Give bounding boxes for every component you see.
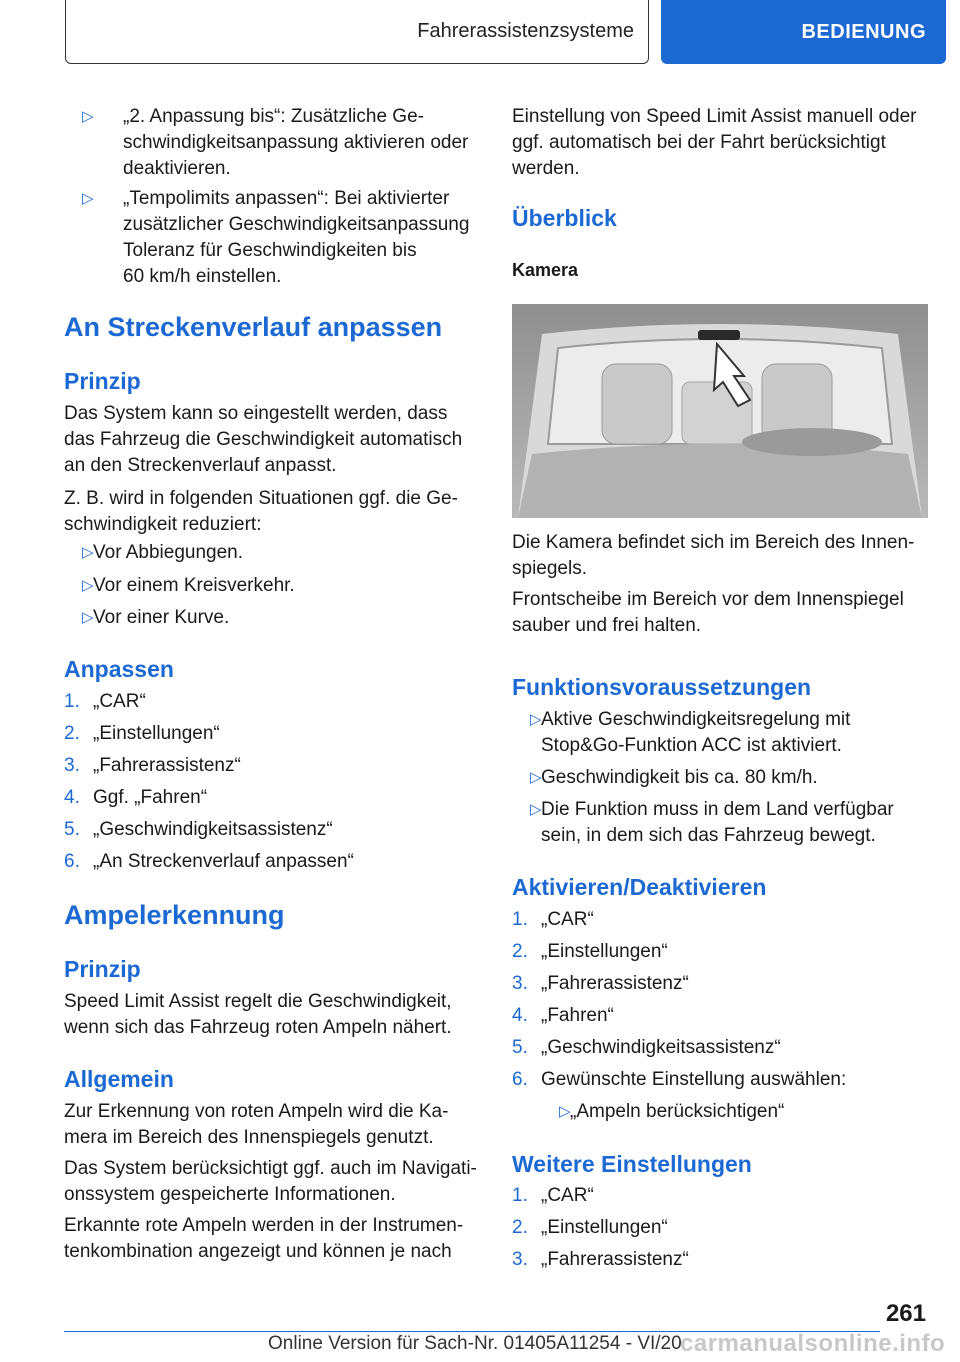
step-text: „Einstellungen“ [93, 723, 220, 744]
heading-kamera: Kamera [512, 260, 579, 280]
bullet-item [123, 104, 468, 182]
step-number: 3. [512, 973, 528, 994]
bullet-icon: ▷ [82, 609, 94, 626]
text-line: Das System berücksichtigt ggf. auch im Navigati- [64, 1158, 477, 1179]
section-title: Fahrerassistenzsysteme [417, 20, 634, 42]
paragraph [64, 401, 462, 479]
bullet-icon: ▷ [82, 577, 94, 594]
chapter-title: BEDIENUNG [801, 20, 926, 43]
bullet-item: Vor einer Kurve. [93, 607, 230, 628]
text-line: Die Funktion muss in dem Land verfügbar [541, 799, 894, 820]
text-line: 60 km/h einstellen. [123, 266, 282, 287]
step-text: „Fahrerassistenz“ [93, 755, 241, 776]
text-line: ggf. automatisch bei der Fahrt berücksichtigt [512, 132, 886, 153]
step-number: 3. [64, 755, 80, 776]
bullet-item [123, 186, 469, 290]
text-line: Speed Limit Assist regelt die Geschwindigkeit, [64, 991, 452, 1012]
text-line: werden. [512, 158, 580, 179]
step-text: „An Streckenverlauf anpassen“ [93, 851, 354, 872]
heading-anpassen: Anpassen [64, 656, 174, 682]
text-line: „2. Anpassung bis“: Zusätzliche Ge- [123, 106, 424, 127]
step-number: 5. [512, 1037, 528, 1058]
text-line: deaktivieren. [123, 158, 231, 179]
step-number: 1. [512, 909, 528, 930]
step-text: „CAR“ [541, 1185, 594, 1206]
chapter-tab[interactable] [661, 0, 946, 64]
camera-illustration [512, 304, 928, 518]
step-number: 1. [64, 691, 80, 712]
bullet-icon: ▷ [530, 711, 542, 728]
step-text: „Geschwindigkeitsassistenz“ [93, 819, 333, 840]
step-number: 4. [64, 787, 80, 808]
paragraph [512, 104, 917, 182]
text-line: das Fahrzeug die Geschwindigkeit automatisch [64, 429, 463, 450]
watermark: carmanualsonline.info [680, 1330, 946, 1357]
bullet-icon: ▷ [82, 190, 94, 207]
paragraph [64, 486, 458, 538]
paragraph [64, 989, 452, 1041]
text-line: wenn sich das Fahrzeug roten Ampeln nähert. [64, 1017, 452, 1038]
text-line: Erkannte rote Ampeln werden in der Instrumen- [64, 1215, 464, 1236]
heading-streckenverlauf: An Streckenverlauf anpassen [64, 312, 443, 342]
text-line: tenkombination angezeigt und können je nach [64, 1241, 452, 1262]
text-line: Das System kann so eingestellt werden, dass [64, 403, 448, 424]
step-text: „Fahrerassistenz“ [541, 1249, 689, 1270]
text-line: an den Streckenverlauf anpasst. [64, 455, 337, 476]
bullet-icon: ▷ [82, 108, 94, 125]
text-line: Stop&Go-Funktion ACC ist aktiviert. [541, 735, 842, 756]
step-number: 1. [512, 1185, 528, 1206]
page-number: 261 [885, 1300, 926, 1327]
paragraph [64, 1099, 448, 1151]
bullet-item [541, 797, 894, 849]
heading-aktivieren: Aktivieren/Deaktivieren [512, 874, 767, 900]
bullet-icon: ▷ [82, 544, 94, 561]
text-line: schwindigkeit reduziert: [64, 514, 262, 535]
text-line: „Tempolimits anpassen“: Bei aktivierter [123, 188, 450, 209]
bullet-icon: ▷ [530, 801, 542, 818]
text-line: Z. B. wird in folgenden Situationen ggf. die Ge- [64, 488, 458, 509]
step-text: „Fahrerassistenz“ [541, 973, 689, 994]
step-number: 2. [512, 1217, 528, 1238]
bullet-icon: ▷ [530, 769, 542, 786]
section-title-box [65, 0, 649, 64]
step-number: 6. [64, 851, 80, 872]
step-number: 2. [512, 941, 528, 962]
paragraph [512, 587, 904, 639]
bullet-item [541, 707, 850, 759]
step-text: Gewünschte Einstellung auswählen: [541, 1069, 847, 1090]
step-number: 2. [64, 723, 80, 744]
step-text: „Einstellungen“ [541, 1217, 668, 1238]
bullet-item: Vor Abbiegungen. [93, 542, 244, 563]
step-number: 6. [512, 1069, 528, 1090]
text-line: Geschwindigkeit bis ca. 80 km/h. [541, 767, 818, 788]
step-text: „CAR“ [541, 909, 594, 930]
text-line: sein, in dem sich das Fahrzeug bewegt. [541, 825, 876, 846]
paragraph [64, 1213, 463, 1265]
step-text: „Einstellungen“ [541, 941, 668, 962]
paragraph [64, 1156, 477, 1208]
text-line: Frontscheibe im Bereich vor dem Innenspiegel [512, 589, 904, 610]
step-text: „Fahren“ [541, 1005, 614, 1026]
step-number: 3. [512, 1249, 528, 1270]
heading-prinzip: Prinzip [64, 956, 141, 982]
bullet-item: Vor einem Kreisverkehr. [93, 575, 295, 596]
heading-prinzip: Prinzip [64, 368, 141, 394]
step-text: „CAR“ [93, 691, 146, 712]
text-line: Einstellung von Speed Limit Assist manuell oder [512, 106, 917, 127]
text-line: onssystem gespeicherte Informationen. [64, 1184, 396, 1205]
step-number: 4. [512, 1005, 528, 1026]
text-line: Die Kamera befindet sich im Bereich des Innen- [512, 532, 915, 553]
heading-ampelerkennung: Ampelerkennung [64, 900, 285, 930]
text-line: sauber und frei halten. [512, 615, 702, 636]
paragraph [512, 530, 914, 582]
sub-step-text: „Ampeln berücksichtigen“ [570, 1101, 785, 1122]
bullet-icon: ▷ [559, 1103, 571, 1120]
text-line: Toleranz für Geschwindigkeiten bis [123, 240, 417, 261]
step-number: 5. [64, 819, 80, 840]
heading-allgemein: Allgemein [64, 1066, 174, 1092]
step-text: Ggf. „Fahren“ [93, 787, 208, 808]
text-line: spiegels. [512, 558, 587, 579]
step-text: „Geschwindigkeitsassistenz“ [541, 1037, 781, 1058]
text-line: zusätzlicher Geschwindigkeitsanpassung [123, 214, 470, 235]
heading-ueberblick: Überblick [512, 205, 617, 231]
heading-funktionsvoraussetzungen: Funktionsvoraussetzungen [512, 674, 812, 700]
heading-weitere-einstellungen: Weitere Einstellungen [512, 1151, 752, 1177]
text-line: Zur Erkennung von roten Ampeln wird die Ka- [64, 1101, 449, 1122]
text-line: mera im Bereich des Innenspiegels genutzt. [64, 1127, 434, 1148]
footer-online-version: Online Version für Sach-Nr. 01405A11254 - VI/20 [268, 1333, 682, 1354]
text-line: schwindigkeitsanpassung aktivieren oder [123, 132, 469, 153]
bullet-item [541, 765, 818, 791]
text-line: Aktive Geschwindigkeitsregelung mit [541, 709, 851, 730]
